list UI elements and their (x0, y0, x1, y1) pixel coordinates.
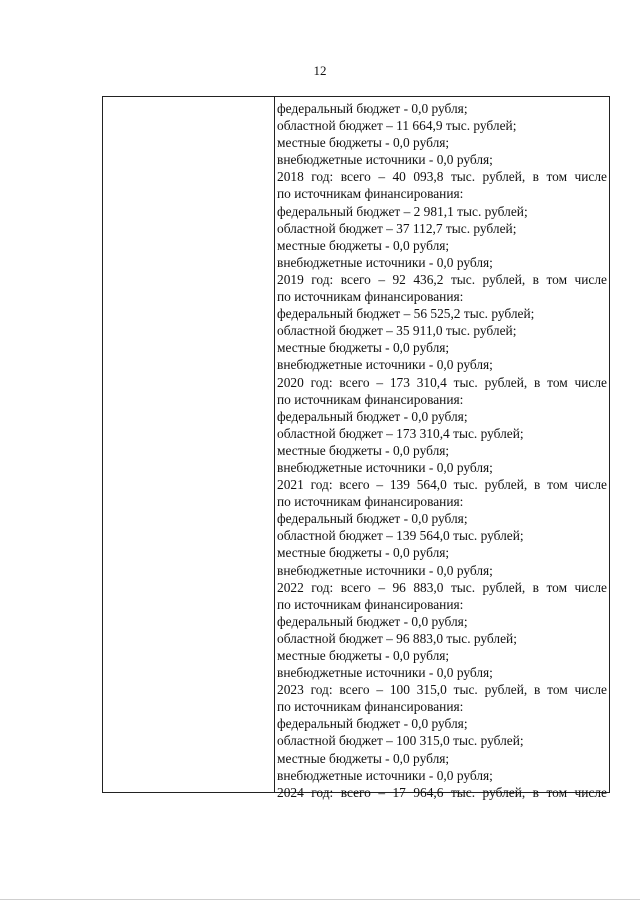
text-line: по источникам финансирования: (277, 699, 464, 715)
text-line: федеральный бюджет - 0,0 рубля; (277, 511, 468, 527)
table-left-cell (103, 97, 275, 792)
text-line: федеральный бюджет - 0,0 рубля; (277, 408, 468, 424)
text-line: местные бюджеты - 0,0 рубля; (277, 340, 450, 356)
text-line: по источникам финансирования: (277, 289, 464, 305)
text-line: федеральный бюджет – 56 525,2 тыс. рублей; (277, 306, 535, 322)
text-line: внебюджетные источники - 0,0 рубля; (277, 665, 493, 681)
text-line: 2019 год: всего – 92 436,2 тыс. рублей, в том числе (277, 271, 607, 287)
text-line: областной бюджет – 37 112,7 тыс. рублей; (277, 220, 517, 236)
text-line: федеральный бюджет – 2 981,1 тыс. рублей; (277, 203, 528, 219)
text-line: федеральный бюджет - 0,0 рубля; (277, 101, 468, 116)
text-line: областной бюджет – 96 883,0 тыс. рублей; (277, 630, 517, 646)
text-line: федеральный бюджет - 0,0 рубля; (277, 716, 468, 732)
text-line: местные бюджеты - 0,0 рубля; (277, 442, 450, 458)
text-line: 2023 год: всего – 100 315,0 тыс. рублей, в том числе (277, 682, 607, 698)
text-line: по источникам финансирования: (277, 391, 464, 407)
text-line: местные бюджеты - 0,0 рубля; (277, 237, 450, 253)
text-line: областной бюджет – 100 315,0 тыс. рублей; (277, 733, 524, 749)
text-line: местные бюджеты - 0,0 рубля; (277, 648, 450, 663)
text-line: внебюджетные источники - 0,0 рубля; (277, 357, 493, 373)
page-number: 12 (313, 63, 327, 78)
bottom-edge-rule (0, 899, 640, 900)
text-line: областной бюджет – 139 564,0 тыс. рублей; (277, 528, 524, 544)
text-line: местные бюджеты - 0,0 рубля; (277, 545, 450, 561)
text-line: внебюджетные источники - 0,0 рубля; (277, 767, 493, 783)
text-line: местные бюджеты - 0,0 рубля; (277, 750, 450, 766)
text-line: 2020 год: всего – 173 310,4 тыс. рублей, в том числе (277, 374, 607, 390)
text-line: областной бюджет – 173 310,4 тыс. рублей; (277, 425, 524, 441)
text-line: по источникам финансирования: (277, 186, 464, 202)
text-line: 2018 год: всего – 40 093,8 тыс. рублей, в том числе (277, 169, 607, 185)
text-line: внебюджетные источники - 0,0 рубля; (277, 254, 493, 270)
text-line: по источникам финансирования: (277, 596, 464, 612)
text-line: 2022 год: всего – 96 883,0 тыс. рублей, в том числе (277, 579, 607, 595)
text-line: 2021 год: всего – 139 564,0 тыс. рублей, в том числе (277, 477, 607, 493)
text-line: 2024 год: всего – 17 964,6 тыс. рублей, в том числе (277, 784, 607, 800)
text-line: федеральный бюджет - 0,0 рубля; (277, 613, 468, 629)
text-line: по источникам финансирования: (277, 494, 464, 510)
text-line: областной бюджет – 35 911,0 тыс. рублей; (277, 323, 517, 339)
table-right-cell (275, 97, 609, 800)
text-line: внебюджетные источники - 0,0 рубля; (277, 562, 493, 578)
text-line: областной бюджет – 11 664,9 тыс. рублей; (277, 118, 517, 134)
text-line: внебюджетные источники - 0,0 рубля; (277, 152, 493, 168)
text-line: местные бюджеты - 0,0 рубля; (277, 135, 450, 151)
text-line: внебюджетные источники - 0,0 рубля; (277, 459, 493, 475)
financing-table (102, 96, 610, 800)
